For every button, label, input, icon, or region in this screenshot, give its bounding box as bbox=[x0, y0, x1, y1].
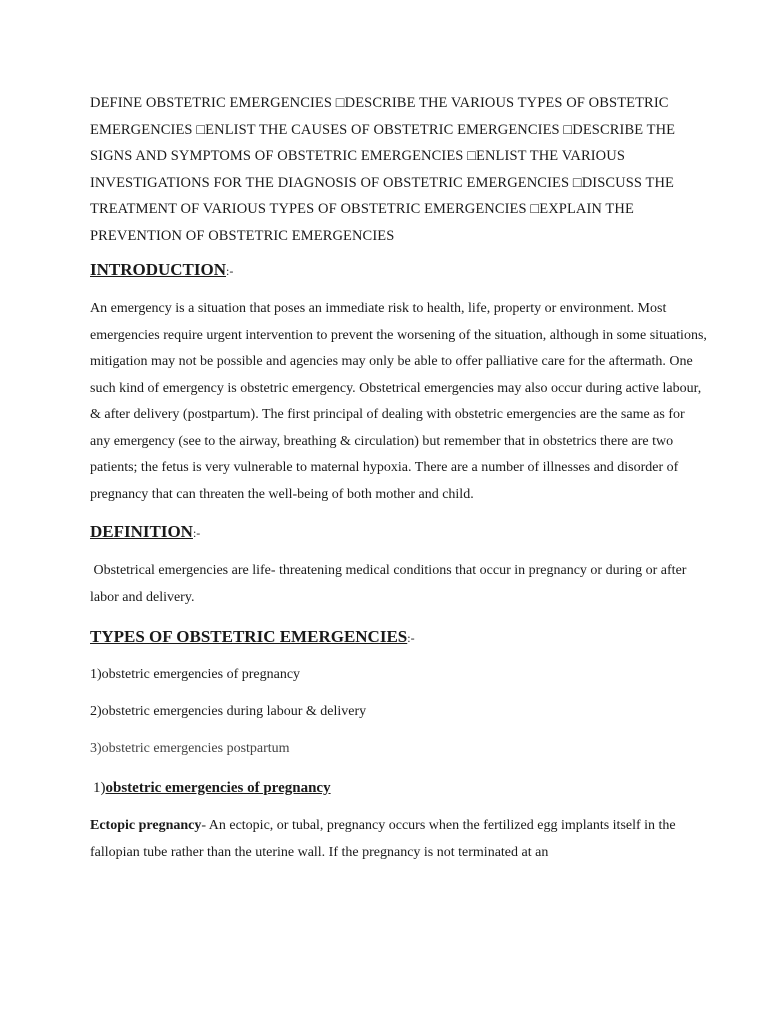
introduction-heading-text: INTRODUCTION bbox=[90, 260, 227, 279]
ectopic-body: - An ectopic, or tubal, pregnancy occurs when the fertilized egg implants itself in the fallopian tube rather than the uterine wall. If the pregnancy is not terminated at an bbox=[90, 818, 676, 860]
types-heading-text: TYPES OF OBSTETRIC EMERGENCIES bbox=[90, 627, 408, 646]
definition-body: Obstetrical emergencies are life- threatening medical conditions that occur in pregnancy or during or after labor and delivery. bbox=[90, 563, 687, 605]
ectopic-lead: Ectopic pregnancy bbox=[90, 818, 202, 833]
definition-heading-suffix: :- bbox=[192, 526, 201, 540]
list-item: 1)obstetric emergencies of pregnancy bbox=[90, 667, 301, 682]
objectives-text: DEFINE OBSTETRIC EMERGENCIES □DESCRIBE THE VARIOUS TYPES OF OBSTETRIC EMERGENCIES □ENLIST THE CAUSES OF OBSTETRIC EMERGENCIES □DESCRIBE THE SIGNS AND SYMPTOMS OF OBSTETRIC EMERGENCIES □ENLIST THE VARIOUS INVESTIGATIONS FOR THE DIAGNOSIS OF OBSTETRIC EMERGENCIES □DISCUSS THE TREATMENT OF VARIOUS TYPES OF OBSTETRIC EMERGENCIES □EXPLAIN THE PREVENTION OF OBSTETRIC EMERGENCIES bbox=[90, 95, 676, 244]
subsection-heading bbox=[90, 777, 708, 799]
types-heading bbox=[90, 625, 708, 650]
introduction-heading bbox=[90, 258, 708, 283]
subsection-number: 1) bbox=[93, 780, 106, 796]
definition-heading-text: DEFINITION bbox=[90, 522, 193, 541]
ectopic-paragraph bbox=[90, 813, 708, 866]
definition-heading bbox=[90, 520, 708, 545]
introduction-heading-suffix: :- bbox=[226, 264, 234, 278]
list-item: 3)obstetric emergencies postpartum bbox=[90, 741, 290, 756]
types-heading-suffix: :- bbox=[407, 631, 415, 645]
list-item: 2)obstetric emergencies during labour & delivery bbox=[90, 704, 367, 719]
definition-paragraph bbox=[90, 558, 708, 611]
introduction-paragraph: An emergency is a situation that poses an immediate risk to health, life, property or environment. Most emergencies require urgent intervention to prevent the worsening of the situation, although in some situations, mitigation may not be possible and agencies may only be able to offer palliative care for the aftermath. One such kind of emergency is obstetric emergency. Obstetrical emergencies may also occur during active labour, & after delivery (postpartum). The first principal of dealing with obstetric emergencies are the same as for any emergency (see to the airway, breathing & circulation) but remember that in obstetrics there are two patients; the fetus is very vulnerable to maternal hypoxia. There are a number of illnesses and disorder of pregnancy that can threaten the well-being of both mother and child. bbox=[90, 301, 707, 502]
subsection-title: obstetric emergencies of pregnancy bbox=[105, 780, 331, 796]
